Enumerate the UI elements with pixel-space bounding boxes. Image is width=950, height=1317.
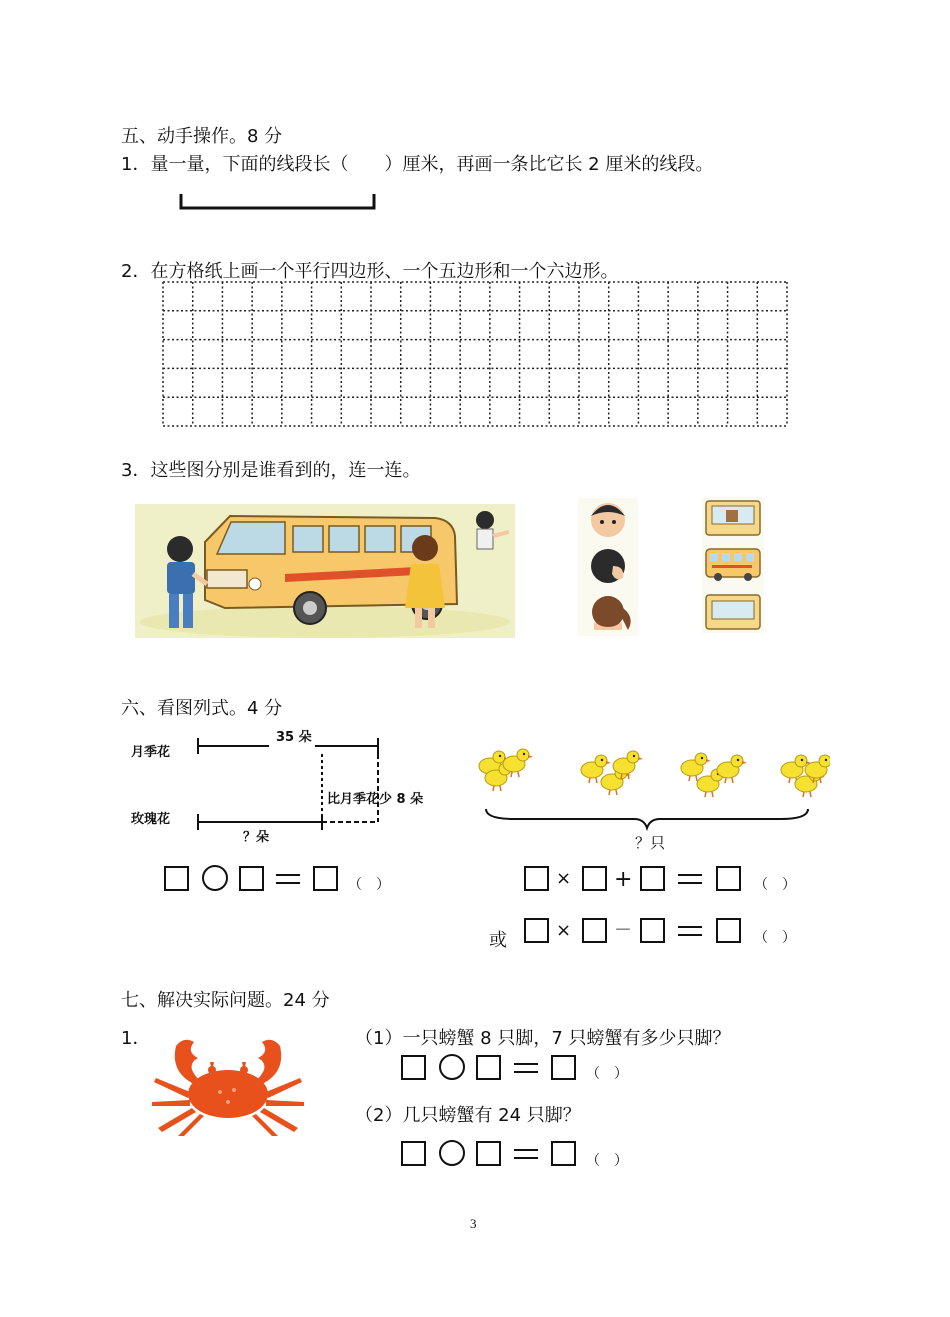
page-number: 3 (470, 1216, 477, 1231)
operator-circle[interactable] (202, 865, 228, 891)
bus-views-image (702, 497, 764, 633)
minus-sign: － (614, 920, 632, 941)
answer-box[interactable] (476, 1141, 501, 1166)
grid-paper[interactable] (162, 281, 788, 427)
or-label: 或 (489, 930, 507, 951)
unit-paren[interactable]: （ ） (754, 877, 796, 893)
crab-image (150, 1032, 306, 1136)
answer-box[interactable] (401, 1055, 426, 1080)
bus-scene-image (135, 504, 515, 638)
answer-box[interactable] (640, 918, 665, 943)
plus-sign: + (614, 867, 633, 892)
equals-sign (514, 1063, 538, 1073)
answer-box[interactable] (524, 866, 549, 891)
answer-box[interactable] (239, 866, 264, 891)
measured-segment (178, 190, 378, 212)
unit-paren[interactable]: （ ） (586, 1153, 628, 1169)
brace (484, 806, 810, 832)
unit-paren[interactable]: （ ） (348, 877, 390, 893)
answer-box[interactable] (640, 866, 665, 891)
answer-box[interactable] (716, 918, 741, 943)
q3-text: 3．这些图分别是谁看到的，连一连。 (121, 460, 421, 481)
heads-image (578, 498, 638, 636)
section5-title: 五、动手操作。8 分 (121, 126, 283, 147)
equals-sign (276, 874, 300, 884)
times-sign: × (556, 920, 572, 941)
section7-title: 七、解决实际问题。24 分 (121, 990, 330, 1011)
label-rose-month: 月季花 (131, 745, 171, 760)
unknown-label: ？朵 (243, 830, 270, 845)
equals-sign (678, 926, 702, 936)
answer-box[interactable] (582, 866, 607, 891)
operator-circle[interactable] (439, 1054, 465, 1080)
q1a-text: （1）一只螃蟹 8 只脚，7 只螃蟹有多少只脚？ (355, 1028, 731, 1049)
equals-sign (514, 1149, 538, 1159)
label-rose: 玫瑰花 (131, 812, 171, 827)
answer-box[interactable] (551, 1141, 576, 1166)
q1b-text: （2）几只螃蟹有 24 只脚？ (355, 1105, 581, 1126)
times-sign: × (556, 868, 572, 889)
q1-number: 1． (121, 1028, 151, 1049)
answer-box[interactable] (476, 1055, 501, 1080)
q2-text: 2．在方格纸上画一个平行四边形、一个五边形和一个六边形。 (121, 261, 619, 282)
q1-text: 1．量一量，下面的线段长（ ）厘米，再画一条比它长 2 厘米的线段。 (121, 154, 714, 175)
section6-title: 六、看图列式。4 分 (121, 698, 283, 719)
answer-box[interactable] (716, 866, 741, 891)
unit-paren[interactable]: （ ） (754, 930, 796, 946)
equals-sign (678, 874, 702, 884)
unit-paren[interactable]: （ ） (586, 1066, 628, 1082)
total-label: 35 朵 (276, 730, 312, 745)
difference-label: 比月季花少 8 朵 (327, 792, 424, 807)
chicks-question: ？只 (635, 834, 666, 852)
answer-box[interactable] (524, 918, 549, 943)
answer-box[interactable] (551, 1055, 576, 1080)
answer-box[interactable] (582, 918, 607, 943)
chicks-image (470, 742, 830, 804)
answer-box[interactable] (401, 1141, 426, 1166)
answer-box[interactable] (313, 866, 338, 891)
operator-circle[interactable] (439, 1140, 465, 1166)
answer-box[interactable] (164, 866, 189, 891)
